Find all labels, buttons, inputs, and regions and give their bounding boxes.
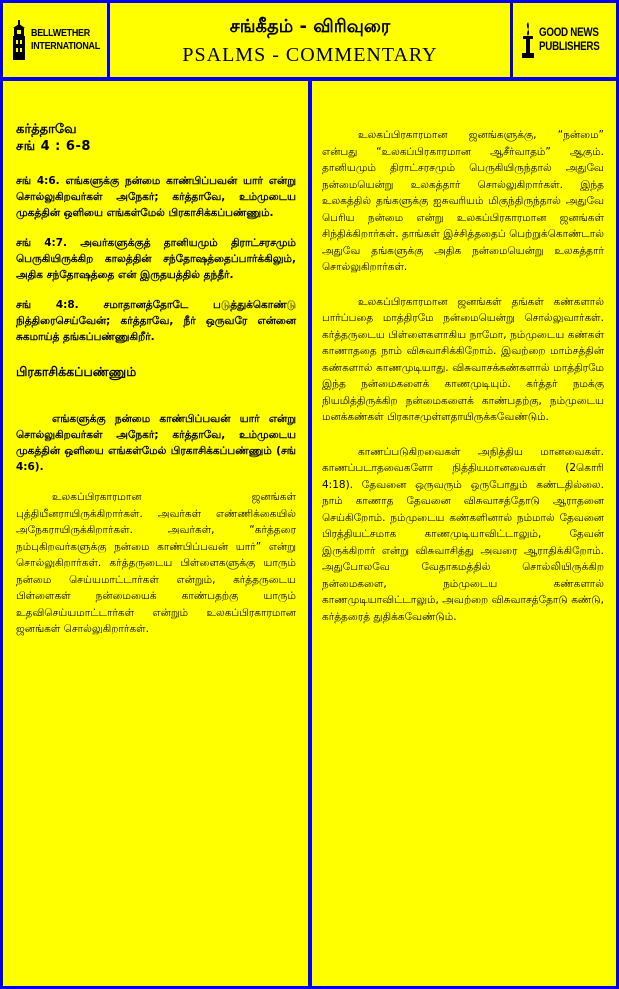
right-logo-line2: PUBLISHERS <box>539 41 600 53</box>
good-news-logo <box>513 3 616 77</box>
right-logo-line1: GOOD NEWS <box>539 27 599 39</box>
commentary-paragraph: உலகப்பிரகாரமான ஜனங்கள் புத்தியீனராயிருக்கிறார்கள். அவர்கள் எண்ணிக்கையில் அநேகராயிருக்கிறார்கள். அவர்கள், “கர்த்தரை நம்புகிறவர்களுக்கு நன்மை காண்பிப்பவன் யார்” என்று சொல்லுகிறார்கள். கர்த்தருடைய பிள்ளைகளுக்கு யாரும் நன்மை செய்யமாட்டார்கள் என்றும், கர்த்தருடைய பிள்ளைகள் நன்மையைக் காண்பதற்கு யாரும் உதவிசெய்யமாட்டார்கள் என்றும் உலகப்பிரகாரமான ஜனங்கள் சொல்லுகிறார்கள். <box>16 491 296 635</box>
bell-tower-icon <box>9 20 29 60</box>
left-logo-line2: INTERNATIONAL <box>31 40 100 52</box>
left-logo-line1: BELLWETHER <box>31 27 90 39</box>
scripture-reference: சங் 4 : 6-8 <box>16 139 91 154</box>
section-heading: கர்த்தாவே <box>16 122 77 137</box>
commentary-paragraph-3: காணப்படுகிறவைகள் அநித்திய மானவைகள். காணப்படாதவைகளோ நித்தியமானவைகள் (2கொரி 4:18). தேவனை ஒருவரும் ஒருபோதும் கண்டதில்லை. நாம் காணாத தேவனை விசுவாசத்தோடு ஆராதனை செய்கிறோம். நம்முடைய கண்களினால் நம்மால் தேவனை பிரத்தியட்சமாக காணமுடியாவிட்டாலும், தேவன் இருக்கிறார் என்று விசுவாசித்து அவரை ஆராதிக்கிறோம். அதுபோலவே வேதாகமத்தில் சொல்லியிருக்கிற நன்மைகளை, நம்முடைய கண்களால் காணமுடியாவிட்டாலும், அவற்றை விசுவாசத்தோடு கண்டு, கர்த்தரைத் துதிக்கவேண்டும். <box>322 445 604 623</box>
commentary-paragraph-2: உலகப்பிரகாரமான ஜனங்கள் தங்கள் கண்களால் பார்ப்பதை மாத்திரமே நன்மையென்று சொல்லுவார்கள். கர்த்தருடைய பிள்ளைகளாகிய நாமோ, நம்முடைய கண்கள் காணாததை நாம் விசுவாசிக்கிறோம். இவற்றை மாம்சத்தின் கண்களால் காணமுடியாது. விசுவாசக்கண்களால் மாத்திரமே இந்த நன்மைகளைக் காணமுடியும். கர்த்தர் நமக்கு நியமித்திருக்கிற நன்மைகளைக் காண்பதற்கு, நம்முடைய மனக்கண்கள் பிரகாசமுள்ளதாயிருக்கவேண்டும். <box>322 295 604 423</box>
right-column <box>312 81 616 986</box>
verse-4-6: சங் 4:6. எங்களுக்கு நன்மை காண்பிப்பவன் யார் என்று சொல்லுகிறவர்கள் அநேகர்; கர்த்தாவே, உம்முடைய முகத்தின் ஒளியை எங்கள்மேல் பிரகாசிக்கப்பண்ணும். <box>16 175 296 219</box>
page-header <box>110 3 510 77</box>
commentary-subheading: பிரகாசிக்கப்பண்ணும் <box>16 364 137 379</box>
page-title-tamil: சங்கீதம் - விரிவுரை <box>229 16 391 37</box>
left-column <box>3 81 308 986</box>
verse-4-7: சங் 4:7. அவர்களுக்குத் தானியமும் திராட்சரசமும் பெருகியிருக்கிற காலத்தின் சந்தோஷத்தைப்பார்க்கிலும், அதிக சந்தோஷத்தை என் இருதயத்தில் தந்தீர். <box>16 237 296 281</box>
lamp-icon <box>519 20 537 60</box>
commentary-paragraph-1: உலகப்பிரகாரமான ஜனங்களுக்கு, “நன்மை” என்பது “உலகப்பிரகாரமான ஆசீர்வாதம்” ஆகும். தானியமும் திராட்சரசமும் பெருகியிருந்தால் அதுவே நன்மையென்று உலகத்தார் சொல்லுகிறார்கள். இந்த உலகத்தில் தங்களுக்கு ஐசுவரியம் மிகுந்திருந்தால் அதுவே பெரிய நன்மை என்று உலகப்பிரகாரமான ஜனங்கள் சிந்திக்கிறார்கள். தாங்கள் இச்சித்ததைப் பெற்றுக்கொண்டால் அதுவே தங்களுக்கு அதிக நன்மையென்று உலகத்தார் சொல்லுகிறார்கள். <box>322 129 604 273</box>
verse-4-8: சங் 4:8. சமாதானத்தோடே படுத்துக்கொண்டு நித்திரைசெய்வேன்; கர்த்தாவே, நீர் ஒருவரே என்னை சுகமாய்த் தங்கப்பண்ணுகிறீர். <box>16 299 296 343</box>
bellwether-logo <box>3 3 107 77</box>
quoted-verse: எங்களுக்கு நன்மை காண்பிப்பவன் யார் என்று சொல்லுகிறவர்கள் அநேகர்; கர்த்தாவே, உம்முடைய முகத்தின் ஒளியை எங்கள்மேல் பிரகாசிக்கப்பண்ணும் (சங் 4:6). <box>16 413 296 473</box>
page-title-english: PSALMS - COMMENTARY <box>182 44 438 66</box>
